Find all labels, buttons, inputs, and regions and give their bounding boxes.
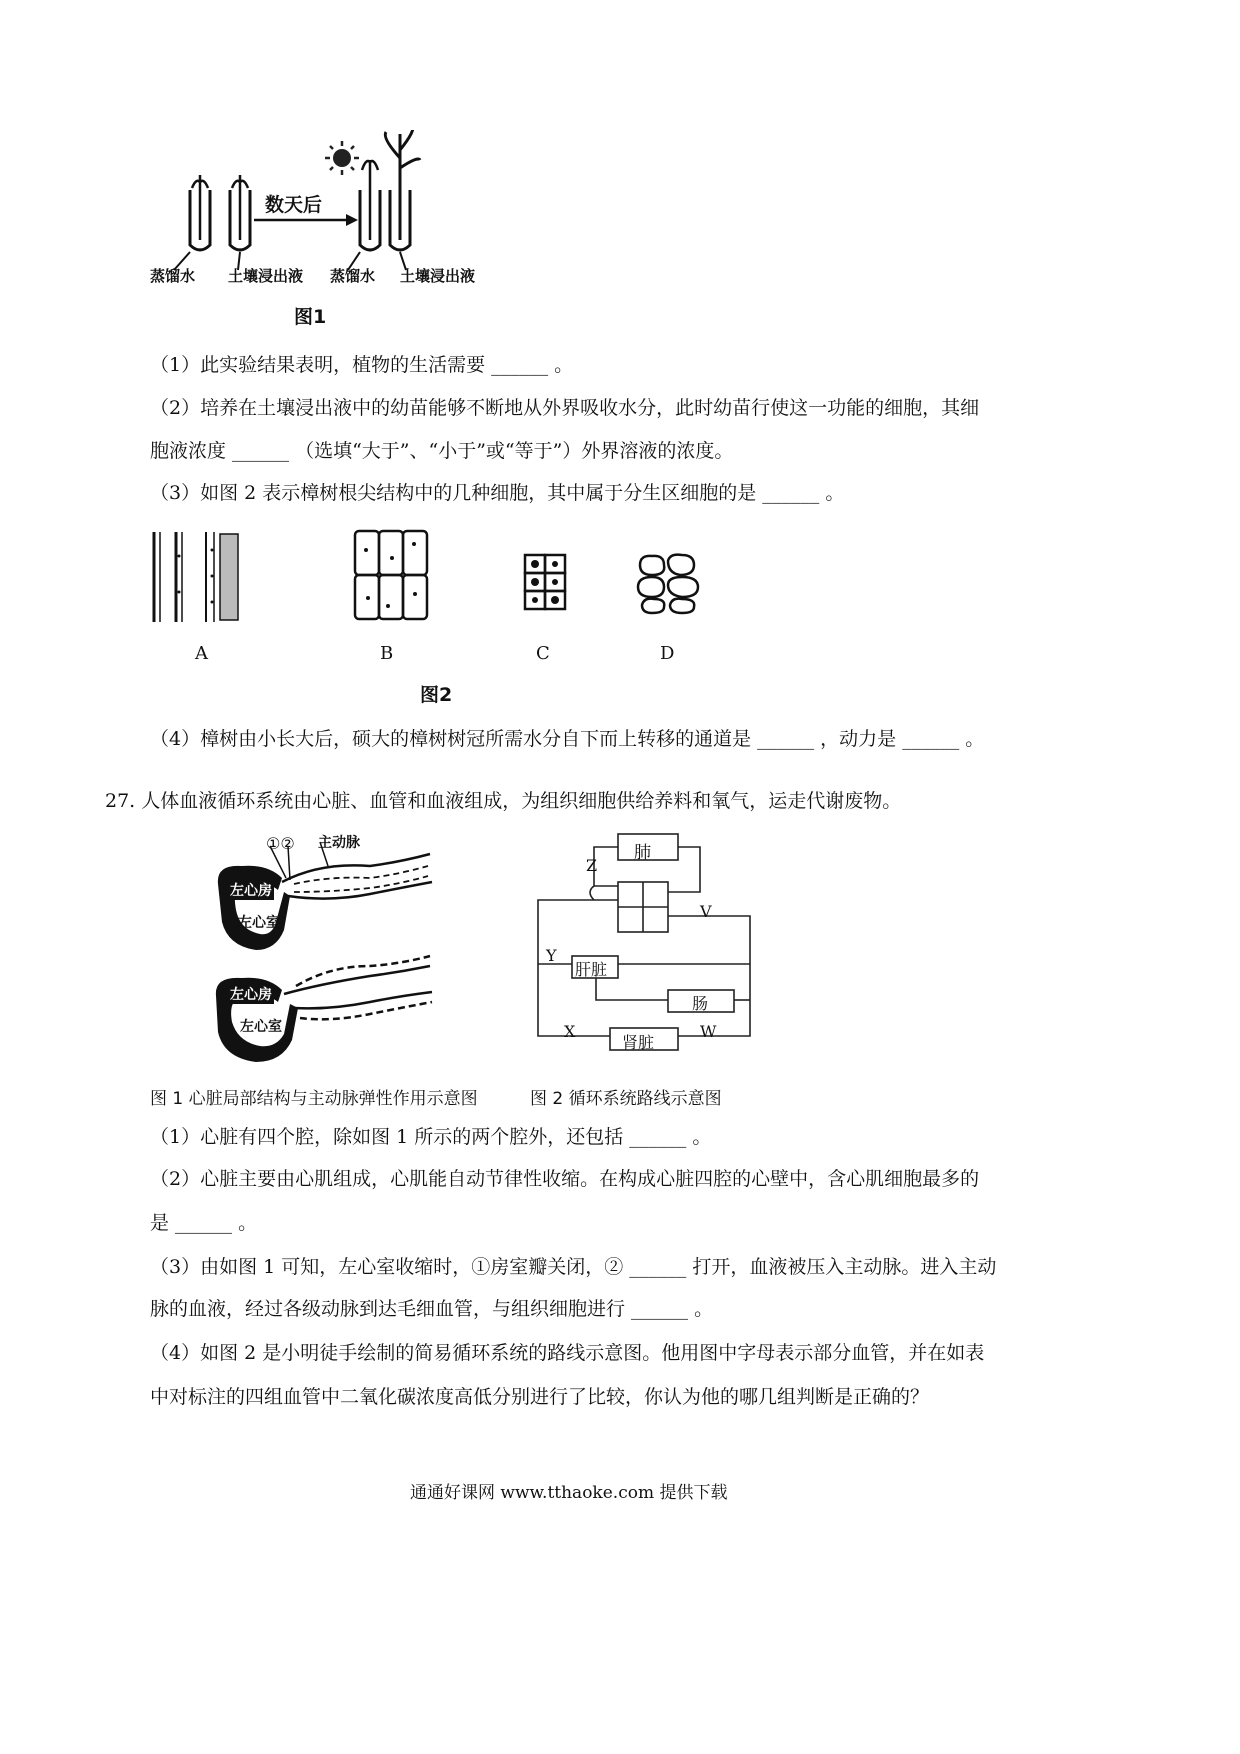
- tube-1: [174, 175, 210, 270]
- q27-part1: （1）心脏有四个腔，除如图 1 所示的两个腔外，还包括 ______ 。: [150, 1126, 712, 1148]
- fig1-label-soil-extract-2: 土壤浸出液: [400, 267, 476, 285]
- q27-fig2-intestine-label: 肠: [692, 994, 709, 1013]
- q26-part2-line2: 胞液浓度 ______ （选填“大于”、“小于”或“等于”）外界溶液的浓度。: [150, 440, 734, 462]
- q27-fig2-lung-label: 肺: [634, 843, 651, 863]
- q26-part4: （4）樟树由小长大后，硕大的樟树树冠所需水分自下而上转移的通道是 ______ ，动力是 ______ 。: [150, 728, 985, 750]
- q27-part3-line2: 脉的血液，经过各级动脉到达毛细血管，与组织细胞进行 ______ 。: [150, 1298, 714, 1320]
- q26-part1: （1）此实验结果表明，植物的生活需要 ______ 。: [150, 354, 574, 376]
- tube-4: [385, 130, 420, 270]
- q27-fig1-left-atrium-label: 左心房: [228, 880, 274, 900]
- figure-2-cell-B: [352, 528, 430, 623]
- q27-fig1-left-atrium-label-2: 左心房: [228, 984, 274, 1004]
- q27-part3-line1: （3）由如图 1 可知，左心室收缩时，①房室瓣关闭，② ______ 打开，血液被压入主动脉。进入主动: [150, 1256, 997, 1278]
- q27-fig2-caption: 图 2 循环系统路线示意图: [530, 1089, 722, 1109]
- fig2-letter-D: D: [660, 643, 675, 664]
- q27-fig2-letter-W: W: [700, 1022, 717, 1041]
- fig2-letter-A: A: [195, 643, 208, 664]
- q27-part2-line2: 是 ______ 。: [150, 1212, 258, 1234]
- figure-2-cell-C: [523, 553, 571, 611]
- fig1-label-distilled-water-2: 蒸馏水: [330, 267, 376, 285]
- tube-2: [230, 175, 250, 270]
- fig1-label-soil-extract-1: 土壤浸出液: [228, 267, 304, 285]
- q26-part2-line1: （2）培养在土壤浸出液中的幼苗能够不断地从外界吸收水分，此时幼苗行使这一功能的细胞，其细: [150, 397, 980, 419]
- tube-3: [348, 160, 380, 270]
- fig1-caption: 图1: [294, 306, 327, 328]
- q26-part3: （3）如图 2 表示樟树根尖结构中的几种细胞，其中属于分生区细胞的是 ______ 。: [150, 482, 845, 504]
- q27-fig1-left-ventricle-label-2: 左心室: [240, 1019, 282, 1035]
- figure-1-seedlings: [160, 130, 560, 330]
- q27-fig2-liver-label: 肝脏: [575, 960, 608, 979]
- q27-fig1-aorta-label: 主动脉: [318, 835, 360, 851]
- q27-fig2-letter-Z: Z: [586, 856, 598, 875]
- q27-fig2-letter-X: X: [564, 1022, 576, 1041]
- page-footer: 通通好课网 www.tthaoke.com 提供下载: [410, 1483, 728, 1503]
- q27-part4-line1: （4）如图 2 是小明徒手绘制的简易循环系统的路线示意图。他用图中字母表示部分血管，并在如表: [150, 1342, 985, 1364]
- q27-fig1-left-ventricle-label: 左心室: [238, 915, 280, 931]
- q27-intro: 27. 人体血液循环系统由心脏、血管和血液组成，为组织细胞供给养料和氧气，运走代谢废物。: [105, 790, 902, 812]
- fig1-label-distilled-water-1: 蒸馏水: [150, 267, 196, 285]
- q27-fig1-caption: 图 1 心脏局部结构与主动脉弹性作用示意图: [150, 1089, 478, 1109]
- fig1-arrow-label: 数天后: [265, 194, 323, 216]
- fig2-caption: 图2: [420, 684, 453, 706]
- q27-part2-line1: （2）心脏主要由心肌组成，心肌能自动节律性收缩。在构成心脏四腔的心壁中，含心肌细胞最多的: [150, 1168, 980, 1190]
- sun-icon: [325, 141, 359, 175]
- figure-2-cell-D: [636, 553, 702, 615]
- figure-2-cell-A: [148, 530, 248, 625]
- q27-fig2-kidney-label: 肾脏: [622, 1033, 655, 1052]
- fig2-letter-B: B: [380, 643, 394, 664]
- q27-fig1-valve-labels: ①②: [266, 834, 295, 853]
- q27-fig2-letter-Y: Y: [546, 946, 557, 965]
- q27-part4-line2: 中对标注的四组血管中二氧化碳浓度高低分别进行了比较，你认为他的哪几组判断是正确的？: [150, 1386, 930, 1408]
- q27-fig2-letter-V: V: [700, 902, 712, 921]
- fig2-letter-C: C: [536, 643, 550, 664]
